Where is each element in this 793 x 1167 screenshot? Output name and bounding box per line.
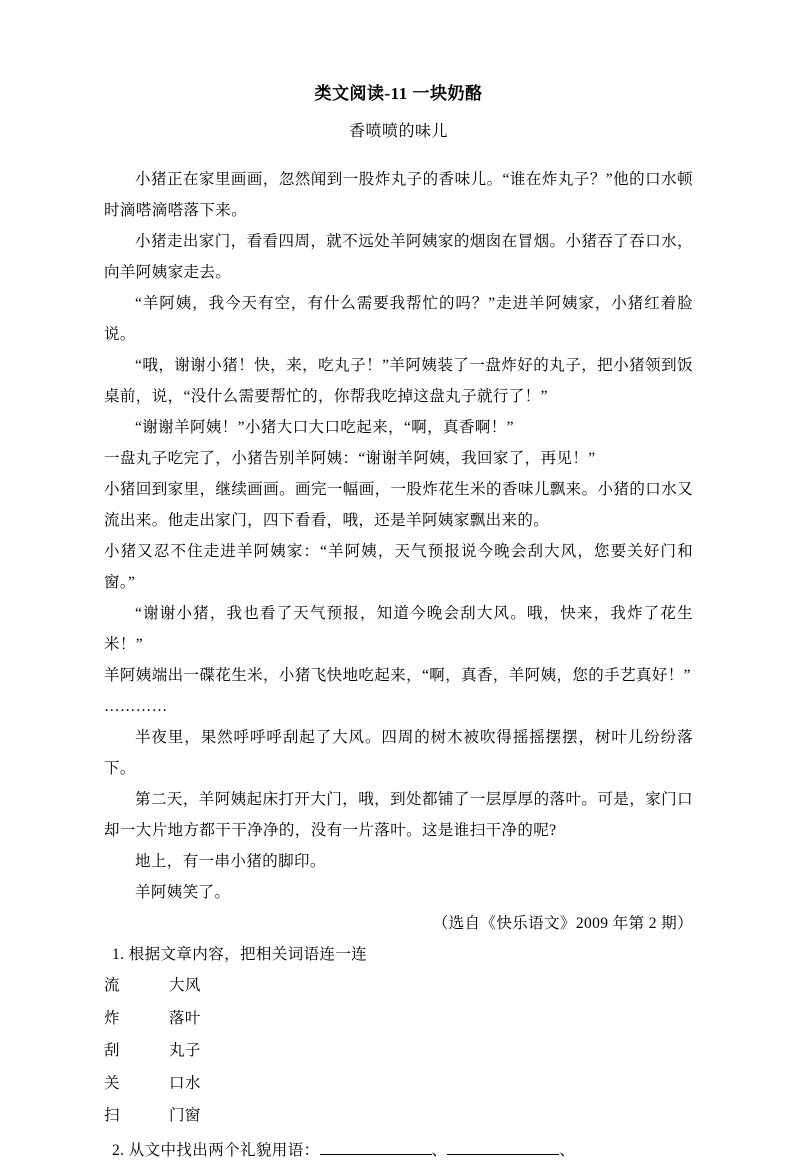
match-row — [104, 1100, 693, 1133]
doc-subtitle: 香喷喷的味儿 — [348, 123, 448, 140]
story-paragraph: 小猪正在家里画画，忽然闻到一股炸丸子的香味儿。“谁在炸丸子？”他的口水顿时滴嗒滴嗒落下来。 — [104, 171, 693, 219]
story-paragraph: “哦，谢谢小猪！快，来，吃丸子！”羊阿姨装了一盘炸好的丸子，把小猪领到饭桌前，说，“没什么需要帮忙的，你帮我吃掉这盘丸子就行了！” — [104, 357, 693, 405]
answer-blank-1 — [320, 1140, 432, 1155]
match-right-word: 落叶 — [169, 1009, 201, 1027]
match-left-word: 扫 — [104, 1107, 120, 1124]
separator: 、 — [431, 1141, 448, 1159]
match-right-word: 大风 — [169, 977, 201, 994]
doc-title: 类文阅读-11 一块奶酪 — [314, 84, 483, 103]
story-paragraph: 地上，有一串小猪的脚印。 — [135, 853, 326, 870]
story-paragraph: “谢谢羊阿姨！”小猪大口大口吃起来，“啊，真香啊！” — [135, 419, 514, 436]
story-paragraph: 小猪回到家里，继续画画。画完一幅画，一股炸花生米的香味儿飘来。小猪的口水又流出来。他走出家门，四下看看，哦，还是羊阿姨家飘出来的。 — [104, 481, 693, 529]
source-attribution: （选自《快乐语文》2009 年第 2 期） — [432, 915, 693, 932]
match-right-word: 丸子 — [169, 1042, 201, 1059]
match-row — [104, 1068, 693, 1101]
story-paragraph: “羊阿姨，我今天有空，有什么需要我帮忙的吗？”走进羊阿姨家，小猪红着脸说。 — [104, 295, 693, 343]
match-row — [104, 1003, 693, 1036]
story-paragraph: 羊阿姨端出一碟花生米，小猪飞快地吃起来，“啊，真香，羊阿姨，您的手艺真好！” — [104, 667, 691, 684]
story-paragraph: 小猪又忍不住走进羊阿姨家：“羊阿姨，天气预报说今晚会刮大风，您要关好门和窗。” — [104, 543, 693, 591]
ellipsis-line: ………… — [104, 698, 168, 715]
match-row — [104, 970, 693, 1003]
question-2-label: 2. 从文中找出两个礼貌用语： — [112, 1141, 320, 1159]
answer-blank-2 — [447, 1140, 559, 1155]
story-paragraph: 羊阿姨笑了。 — [135, 884, 231, 901]
match-right-word: 口水 — [169, 1074, 201, 1092]
match-left-word: 刮 — [104, 1042, 120, 1059]
match-row — [104, 1035, 693, 1068]
match-left-word: 关 — [104, 1074, 120, 1092]
story-paragraph: 第二天，羊阿姨起床打开大门，哦，到处都铺了一层厚厚的落叶。可是，家门口却一大片地方都干干净净的，没有一片落叶。这是谁扫干净的呢? — [104, 791, 693, 839]
question-2 — [104, 1134, 693, 1167]
match-left-word: 炸 — [104, 1009, 120, 1027]
match-right-word: 门窗 — [169, 1107, 201, 1124]
story-paragraph: “谢谢小猪，我也看了天气预报，知道今晚会刮大风。哦，快来，我炸了花生米！” — [104, 605, 693, 653]
separator: 、 — [559, 1141, 576, 1159]
match-left-word: 流 — [104, 977, 120, 994]
story-paragraph: 一盘丸子吃完了，小猪告别羊阿姨：“谢谢羊阿姨，我回家了，再见！” — [104, 450, 596, 467]
story-paragraph: 小猪走出家门，看看四周，就不远处羊阿姨家的烟囱在冒烟。小猪吞了吞口水，向羊阿姨家走去。 — [104, 233, 693, 281]
question-1-label: 1. 根据文章内容，把相关词语连一连 — [112, 946, 368, 963]
story-paragraph: 半夜里，果然呼呼呼刮起了大风。四周的树木被吹得摇摇摆摆，树叶儿纷纷落下。 — [104, 729, 693, 777]
